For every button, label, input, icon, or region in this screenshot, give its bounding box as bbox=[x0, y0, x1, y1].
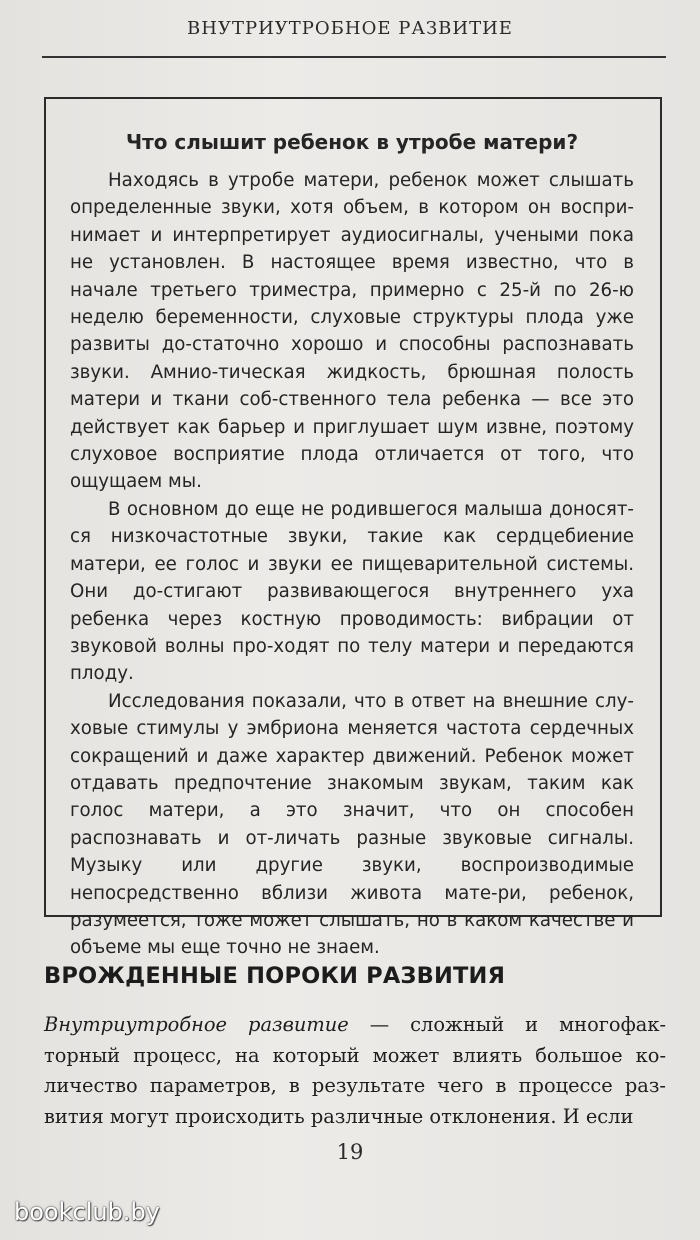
body-lead-italic: Внутриутробное развитие bbox=[44, 1013, 349, 1036]
header-rule bbox=[42, 56, 666, 58]
sidebar-title: Что слышит ребенок в утробе матери? bbox=[125, 130, 579, 154]
running-head: ВНУТРИУТРОБНОЕ РАЗВИТИЕ bbox=[187, 18, 513, 39]
body-paragraph bbox=[44, 1010, 666, 1132]
sidebar-paragraph-1: Находясь в утробе матери, ребенок может слышать определенные звуки, хотя объем, в котором он воспри-нимает и интерпретирует аудиосигналы, учеными пока не установлен. В настоящее время известно, что в начале третьего триместра, примерно с 25-й по 26-ю неделю беременности, слуховые структуры плода уже развиты до-статочно хорошо и способны распознавать звуки. Амнио-тическая жидкость, брюшная полость матери и ткани соб-ственного тела ребенка — все это действует как барьер и приглушает шум извне, поэтому слуховое восприятие плода отличается от того, что ощущаем мы. bbox=[70, 170, 634, 493]
sidebar-paragraph-2: В основном до еще не родившегося малыша доносят-ся низкочастотные звуки, такие как сердцебиение матери, ее голос и звуки ее пищеварительной системы. Они до-стигают развивающегося внутреннего уха ребенка через костную проводимость: вибрации от звуковой волны про-ходят по телу матери и передаются плоду. bbox=[70, 498, 634, 685]
page-number: 19 bbox=[336, 1140, 364, 1164]
watermark-logo: bookclub.by bbox=[14, 1198, 160, 1226]
sidebar-box bbox=[44, 97, 662, 959]
section-heading: ВРОЖДЕННЫЕ ПОРОКИ РАЗВИТИЯ bbox=[44, 963, 506, 989]
sidebar-paragraph-3: Исследования показали, что в ответ на внешние слу-ховые стимулы у эмбриона меняется частота сердечных сокращений и даже характер движений. Ребенок может отдавать предпочтение знакомым звукам, таким как голос матери, а это значит, что он способен распознавать и от-личать разные звуковые сигналы. Музыку или другие звуки, воспроизводимые непосредственно вблизи живота мате-ри, ребенок, разумеется, тоже может слышать, но в каком качестве и объеме мы еще точно не знаем. bbox=[70, 690, 634, 959]
body-text: — сложный и многофак-торный процесс, на который может влиять большое ко-личество параметров, в результате чего в процессе раз-вития могут происходить различные отклонения. И если bbox=[44, 1013, 666, 1128]
